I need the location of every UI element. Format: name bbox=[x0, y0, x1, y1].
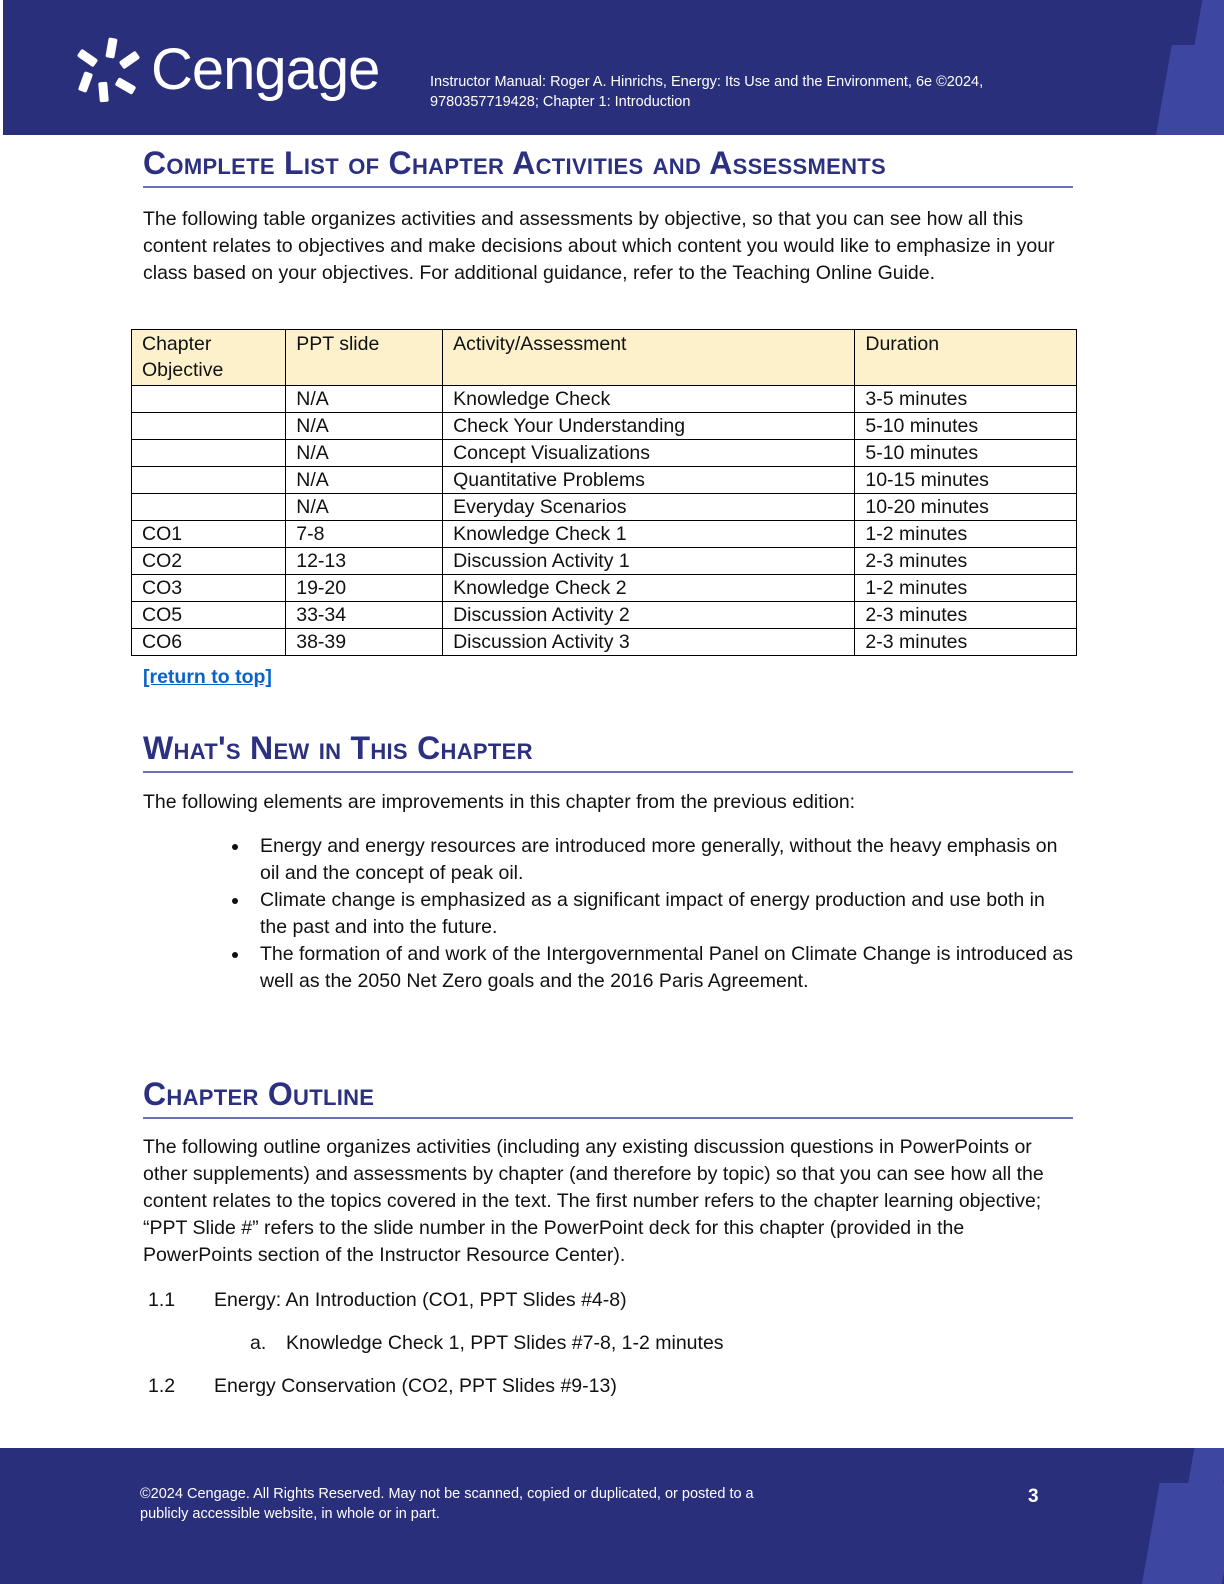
table-cell bbox=[132, 494, 286, 521]
table-cell: N/A bbox=[286, 413, 443, 440]
table-cell: 2-3 minutes bbox=[855, 548, 1077, 575]
section-intro: The following elements are improvements in this chapter from the previous edition: bbox=[143, 791, 856, 813]
table-cell: CO2 bbox=[132, 548, 286, 575]
section-intro: The following outline organizes activities (including any existing discussion questions in PowerPoints or other supplements) and assessments by chapter (and therefore by topic) so that you can see how all the content relates to the topics covered in the text. The first number refers to the chapter learning objective; “PPT Slide #” refers to the slide number in the PowerPoint deck for this chapter (provided in the PowerPoints section of the Instructor Resource Center). bbox=[143, 1136, 1044, 1266]
footer-decoration bbox=[1186, 1448, 1224, 1498]
table-cell: 7-8 bbox=[286, 521, 443, 548]
table-cell: Concept Visualizations bbox=[443, 440, 855, 467]
table-row bbox=[132, 602, 1077, 629]
table-row bbox=[132, 467, 1077, 494]
table-cell: Check Your Understanding bbox=[443, 413, 855, 440]
table-cell: 10-20 minutes bbox=[855, 494, 1077, 521]
table-cell: CO6 bbox=[132, 629, 286, 656]
table-row bbox=[132, 386, 1077, 413]
table-cell: 2-3 minutes bbox=[855, 629, 1077, 656]
column-header: Chapter Objective bbox=[132, 330, 286, 386]
header-title bbox=[430, 72, 983, 112]
table-cell: 12-13 bbox=[286, 548, 443, 575]
table-cell: N/A bbox=[286, 386, 443, 413]
table-cell: 33-34 bbox=[286, 602, 443, 629]
table-cell: 5-10 minutes bbox=[855, 440, 1077, 467]
header-line-1: Instructor Manual: Roger A. Hinrichs, Energy: Its Use and the Environment, 6e ©2024, bbox=[430, 74, 984, 90]
table-cell: N/A bbox=[286, 467, 443, 494]
table-row bbox=[132, 548, 1077, 575]
section-title-outline: Chapter Outline bbox=[143, 1076, 1073, 1119]
list-item: • The formation of and work of the Intergovernmental Panel on Climate Change is introduced as well as the 2050 Net Zero goals and the 2016 Paris Agreement. bbox=[250, 941, 1073, 995]
footer-decoration bbox=[1140, 1483, 1224, 1584]
list-item: • Energy and energy resources are introduced more generally, without the heavy emphasis on oil and the concept of peak oil. bbox=[250, 833, 1073, 887]
outline-item: 1.2 Energy Conservation (CO2, PPT Slides #9-13) bbox=[148, 1375, 617, 1397]
table-cell: 38-39 bbox=[286, 629, 443, 656]
table-cell: 10-15 minutes bbox=[855, 467, 1077, 494]
table-cell: N/A bbox=[286, 440, 443, 467]
table-cell: 1-2 minutes bbox=[855, 575, 1077, 602]
table-cell bbox=[132, 413, 286, 440]
table-cell: Knowledge Check 2 bbox=[443, 575, 855, 602]
page-footer bbox=[0, 1448, 1224, 1584]
table-cell: Discussion Activity 2 bbox=[443, 602, 855, 629]
table-row bbox=[132, 629, 1077, 656]
header-decoration bbox=[1154, 45, 1224, 135]
table-cell: N/A bbox=[286, 494, 443, 521]
logo-text: Cengage bbox=[151, 37, 380, 102]
table-row bbox=[132, 413, 1077, 440]
section-title-whats-new: What's New in This Chapter bbox=[143, 730, 1073, 773]
table-cell: Discussion Activity 3 bbox=[443, 629, 855, 656]
table-cell: Everyday Scenarios bbox=[443, 494, 855, 521]
outline-item: 1.1 Energy: An Introduction (CO1, PPT Slides #4-8) bbox=[148, 1289, 627, 1311]
table-cell: 1-2 minutes bbox=[855, 521, 1077, 548]
table-row bbox=[132, 440, 1077, 467]
header-decoration bbox=[1194, 0, 1224, 50]
table-cell: Discussion Activity 1 bbox=[443, 548, 855, 575]
table-cell: Knowledge Check 1 bbox=[443, 521, 855, 548]
table-cell: 5-10 minutes bbox=[855, 413, 1077, 440]
table-cell: Quantitative Problems bbox=[443, 467, 855, 494]
table-row bbox=[132, 494, 1077, 521]
section-intro: The following table organizes activities and assessments by objective, so that you can see how all this content relates to objectives and make decisions about which content you would like to emphasize in your class based on your objectives. For additional guidance, refer to the Teaching Online Guide. bbox=[143, 208, 1055, 284]
table-cell bbox=[132, 467, 286, 494]
table-cell bbox=[132, 386, 286, 413]
table-cell: 2-3 minutes bbox=[855, 602, 1077, 629]
activities-table bbox=[131, 329, 1077, 656]
column-header: Duration bbox=[855, 330, 1077, 386]
table-cell: Knowledge Check bbox=[443, 386, 855, 413]
table-cell: 19-20 bbox=[286, 575, 443, 602]
cengage-logo-icon bbox=[81, 38, 141, 102]
page-number: 3 bbox=[1028, 1486, 1039, 1507]
table-row bbox=[132, 521, 1077, 548]
outline-subitem: a. Knowledge Check 1, PPT Slides #7-8, 1-2 minutes bbox=[250, 1332, 724, 1354]
table-cell: CO5 bbox=[132, 602, 286, 629]
header-line-2: 9780357719428; Chapter 1: Introduction bbox=[430, 94, 691, 110]
return-to-top-link[interactable]: [return to top] bbox=[143, 666, 272, 688]
table-cell: 3-5 minutes bbox=[855, 386, 1077, 413]
section-title-activities: Complete List of Chapter Activities and Assessments bbox=[143, 145, 1073, 188]
list-item: • Climate change is emphasized as a significant impact of energy production and use both in the past and into the future. bbox=[250, 887, 1073, 941]
table-row bbox=[132, 575, 1077, 602]
improvements-list bbox=[143, 833, 1073, 995]
column-header: Activity/Assessment bbox=[443, 330, 855, 386]
table-cell bbox=[132, 440, 286, 467]
page-header bbox=[3, 0, 1224, 135]
cengage-logo bbox=[81, 36, 379, 103]
table-cell: CO3 bbox=[132, 575, 286, 602]
column-header: PPT slide bbox=[286, 330, 443, 386]
copyright-notice: ©2024 Cengage. All Rights Reserved. May not be scanned, copied or duplicated, or posted to a publicly accessible website, in whole or in part. bbox=[140, 1486, 754, 1522]
table-cell: CO1 bbox=[132, 521, 286, 548]
